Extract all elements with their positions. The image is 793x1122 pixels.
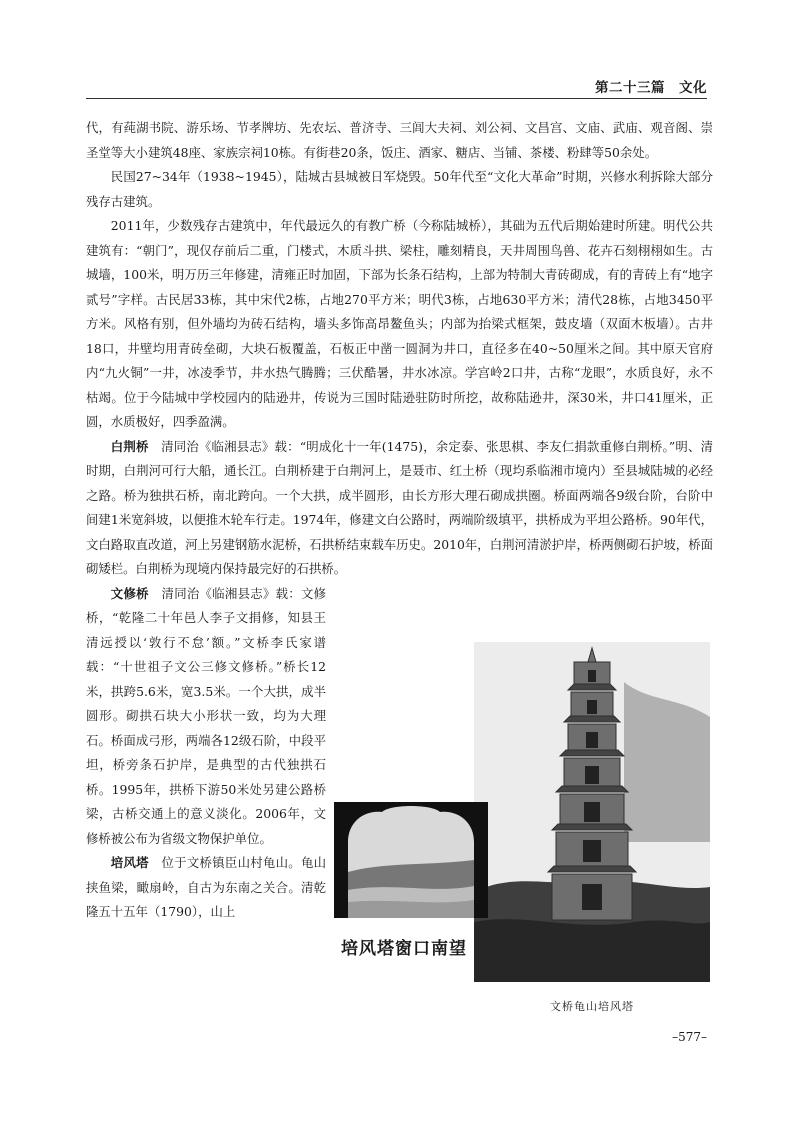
paragraph-3: 2011年，少数残存古建筑中，年代最远久的有教广桥（今称陆城桥），其础为五代后期始建时所建。明代公共建筑有：“朝门”，现仅存前后二重，门楼式，木质斗拱、梁柱，雕刻精良，天井周围鸟兽、花卉石刻栩栩如生。古城墙，100米，明万历三年修建，清雍正时加固，下部为长条石结构，上部为特制大青砖砌成，有的青砖上有“地字贰号”字样。古民居33栋，其中宋代2栋，占地270平方米；明代3栋，占地630平方米；清代28栋，占地3450平方米。风格有别，但外墙均为砖石结构，墙头多饰高昂鳌鱼头；内部为抬梁式框架，鼓皮墙（双面木板墙）。古井18口，井壁均用青砖垒砌，大块石板覆盖，石板正中凿一圆洞为井口，直径多在40~50厘米之间。其中原天官府内“九火铜”一井，冰凌季节，井水热气腾腾；三伏酷暑，井水冰凉。学宫岭2口井，古称“龙眼”，水质良好，永不枯竭。位于今陆城中学校园内的陆逊井，传说为三国时陆逊驻防时所挖，故称陆逊井，深30米，井口41厘米，正圆，水质极好，四季盈满。: [86, 218, 713, 429]
pagoda-photo-caption: 文桥龟山培风塔: [550, 1000, 634, 1013]
window-view-illustration: [334, 802, 488, 918]
paragraph-bai-jing-bridge: [86, 435, 713, 582]
running-header: [86, 72, 707, 99]
window-view-photo: [334, 802, 488, 918]
section-lead-bai-jing-bridge: 白荆桥: [110, 438, 149, 454]
paragraph-pei-feng-pagoda-text: 位于文桥镇臣山村龟山。龟山挟鱼梁，瞰扇岭，自古为东南之关合。清乾隆五十五年（1790），山上: [86, 855, 327, 919]
window-view-caption: 培风塔窗口南望: [334, 918, 474, 980]
paragraph-2: 民国27~34年（1938~1945），陆城古县城被日军烧毁。50年代至“文化大革命”时期，兴修水利拆除大部分残存古建筑。: [86, 169, 713, 209]
paragraph-bai-jing-bridge-text: 清同治《临湘县志》载：“明成化十一年(1475)，余定泰、张思棋、李友仁捐款重修白荆桥。”明、清时期，白荆河可行大船，通长江。白荆桥建于白荆河上，是聂市、红土桥（现均系临湘市境内）至县城陆城的必经之路。桥为独拱石桥，南北跨向。一个大拱，成半圆形，由长方形大理石砌成拱圈。桥面两端各9级台阶，台阶中间建1米宽斜坡，以便推木轮车行走。1974年，修建文白公路时，两端阶级填平，拱桥成为平坦公路桥。90年代，文白路取直改道，河上另建钢筋水泥桥，石拱桥结束载车历史。2010年，白荆河清淤护岸，桥两侧砌石护坡，桥面砌矮栏。白荆桥为现境内保持最完好的石拱桥。: [86, 438, 713, 576]
section-lead-wen-xiu-bridge: 文修桥: [110, 585, 149, 601]
paragraph-wen-xiu-bridge-text: 清同治《临湘县志》载：文修桥，“乾隆二十年邑人李子文捐修，知县王清远授以‘敦行不怠’额。”文桥李氏家谱载：“十世祖子文公三修文修桥。”桥长12米，拱跨5.6米，宽3.5米。一个大拱，成半圆形。砌拱石块大小形状一致，均为大理石。桥面成弓形，两端各12级石阶，中段平坦，桥旁条石护岸，是典型的古代独拱石桥。1995年，拱桥下游50米处另建公路桥梁，古桥交通上的意义淡化。2006年，文修桥被公布为省级文物保护单位。: [86, 585, 327, 846]
paragraph-1: 代，有莼湖书院、游乐场、节孝牌坊、先农坛、普济寺、三闾大夫祠、刘公祠、文昌宫、文庙、武庙、观音阁、崇圣堂等大小建筑48座、家族宗祠10栋。有街巷20条，饭庄、酒家、糖店、当铺、茶楼、粉肆等50余处。: [86, 120, 713, 160]
chapter-title: 第二十三篇 文化: [595, 80, 707, 96]
pagoda-photo: [474, 642, 710, 982]
paragraph-wen-xiu-bridge: [86, 582, 326, 852]
pagoda-illustration: [474, 642, 710, 982]
section-lead-pei-feng-pagoda: 培风塔: [110, 855, 149, 870]
paragraph-pei-feng-pagoda: [86, 851, 326, 925]
page-number: –577–: [672, 1030, 707, 1044]
